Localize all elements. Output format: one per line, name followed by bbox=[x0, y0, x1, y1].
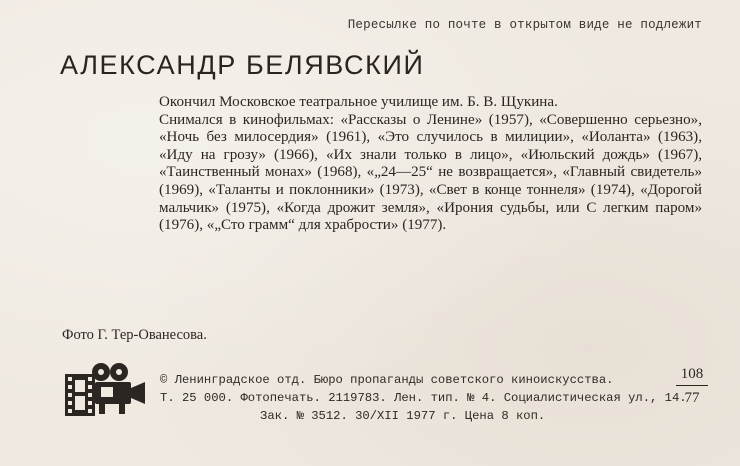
publisher-imprint bbox=[160, 371, 687, 425]
imprint-line-3: Зак. № 3512. 30/XII 1977 г. Цена 8 коп. bbox=[260, 409, 546, 423]
filmography-paragraph: Снимался в кинофильмах: «Рассказы о Ленине» (1957), «Совершенно серьезно», «Ночь без милосердия» (1961), «Это случилось в милиции», «Иоланта» (1963), «Иду на грозу» (1966), «Их знали только в лицо», «Июльский дождь» (1967), «Таинственный монах» (1968), «„24—25“ не возвращается», «Главный свидетель» (1969), «Таланты и поклонники» (1973), «Свет в конце тоннеля» (1974), «Дорогой мальчик» (1975), «Когда дрожит земля», «Ирония судьбы, или С легким паром» (1976), «„Сто грамм“ для храбрости» (1977). bbox=[159, 111, 702, 234]
imprint-line-1: © Ленинградское отд. Бюро пропаганды советского киноискусства. bbox=[160, 373, 614, 387]
catalog-number bbox=[676, 365, 708, 407]
biography-text bbox=[159, 94, 702, 235]
catalog-denominator: 77 bbox=[684, 390, 700, 407]
photo-credit: Фото Г. Тер-Ованесова. bbox=[62, 327, 207, 343]
actor-name-heading: АЛЕКСАНДР БЕЛЯВСКИЙ bbox=[60, 50, 425, 80]
imprint-line-2: Т. 25 000. Фотопечать. 2119783. Лен. тип. № 4. Социалистическая ул., 14. bbox=[160, 391, 687, 405]
education-line: Окончил Московское театральное училище им. Б. В. Щукина. bbox=[159, 94, 558, 110]
fraction-bar bbox=[676, 385, 708, 386]
mailing-notice: Пересылке по почте в открытом виде не подлежит bbox=[347, 18, 702, 32]
catalog-numerator: 108 bbox=[680, 366, 704, 382]
film-camera-emblem-icon bbox=[65, 362, 149, 416]
